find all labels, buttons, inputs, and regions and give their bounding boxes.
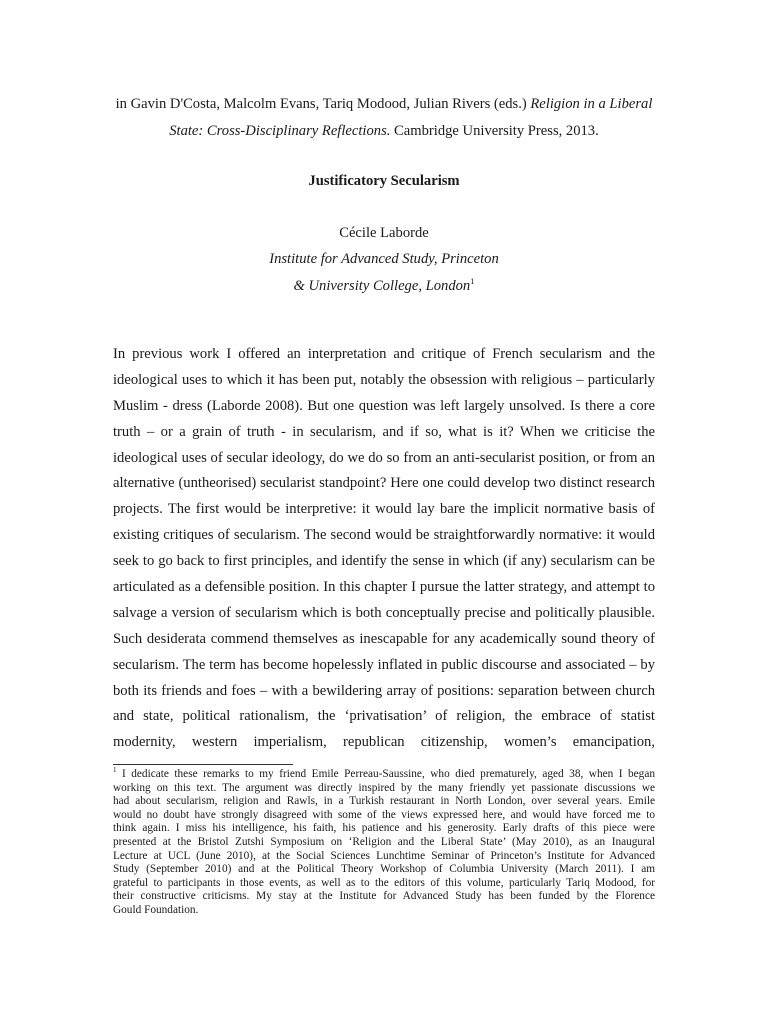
footnote-line: Lecture at UCL (June 2010), at the Social Sciences Lunchtime Seminar of Princeton’s Institute for Advanced [113,849,655,862]
citation [80,91,688,145]
body-line: truth – or a grain of truth - in secularism, and if so, what is it? When we criticise the [113,423,655,440]
body-line: and state, political rationalism, the ‘privatisation’ of religion, the embrace of statist [113,708,655,725]
body-line: salvage a version of secularism which is both conceptually precise and politically plausible. [113,604,655,621]
body-line: modernity, western imperialism, republican citizenship, women’s emancipation, [113,734,655,751]
footnote-line: Study (September 2010) and at the Political Theory Workshop of Columbia University (March 2011). I am [113,863,655,876]
body-line: ideological uses of secular ideology, do we do so from an anti-secularist position, or from an [113,449,655,466]
affiliation-line-2-text: & University College, London [293,278,471,294]
footnote-line: think again. I miss his intelligence, his faith, his patience and his generosity. Early drafts of this piece were [113,822,655,835]
body-line: seek to go back to first principles, and identify the sense in which (if any) secularism can be [113,553,655,570]
body-line: alternative (untheorised) secularist standpoint? Here one could develop two distinct research [113,475,655,492]
footnote [113,768,655,918]
body-line: existing critiques of secularism. The second would be straightforwardly normative: it would [113,527,655,544]
footnote-line: would no doubt have strongly disagreed with some of the views expressed here, and would have forced me to [113,808,655,821]
affiliation-line-1: Institute for Advanced Study, Princeton [269,251,499,267]
citation-editors: in Gavin D'Costa, Malcolm Evans, Tariq Modood, Julian Rivers (eds.) [115,96,531,112]
body-line: articulated as a defensible position. In this chapter I pursue the latter strategy, and attempt to [113,579,655,596]
footnote-line [113,768,655,782]
footnote-line: presented at the Bristol Zutshi Symposium on ‘Religion and the Liberal State’ (May 2010), as an Inaugural [113,835,655,848]
footnote-line: had about secularism, religion and Rawls, in a Turkish restaurant in North London, over several years. Emile [113,795,655,808]
footnote-line-text: I dedicate these remarks to my friend Emile Perreau-Saussine, who died prematurely, aged 38, when I began [116,768,655,780]
body-line: In previous work I offered an interpretation and critique of French secularism and the [113,346,655,362]
body-paragraph [113,342,655,756]
body-line: both its friends and foes – with a bewildering array of positions: separation between church [113,682,655,699]
affiliation-line-2 [0,275,768,297]
body-line: secularism. The term has become hopelessly inflated in public discourse and associated – by [113,656,655,673]
footnote-divider [113,764,293,765]
footnote-line: working on this text. The argument was directly inspired by the many friendly yet passionate discussions we [113,781,655,794]
body-line: ideological uses to which it has been put, notably the obsession with religious – particularly [113,371,655,388]
citation-book-title-part2: State: Cross-Disciplinary Reflections. [169,123,391,139]
footnote-reference: 1 [470,276,475,287]
body-line: projects. The first would be interpretive: it would lay bare the implicit normative basis of [113,501,655,518]
citation-book-title-part1: Religion in a Liberal [530,96,653,112]
body-line: Muslim - dress (Laborde 2008). But one question was left largely unsolved. Is there a core [113,397,655,414]
citation-publisher: Cambridge University Press, 2013. [390,123,599,139]
paper-title: Justificatory Secularism [308,173,460,189]
body-line: Such desiderata commend themselves as inescapable for any academically sound theory of [113,630,655,647]
footnote-line: their constructive criticisms. My stay at the Institute for Advanced Study has been funded by the Florence [113,890,655,903]
author-name: Cécile Laborde [339,225,429,241]
footnote-line: Gould Foundation. [113,903,199,916]
footnote-line: grateful to participants in those events, as well as to the editors of this volume, particularly Tariq Modood, for [113,876,655,889]
footnote-marker: 1 [113,766,117,775]
